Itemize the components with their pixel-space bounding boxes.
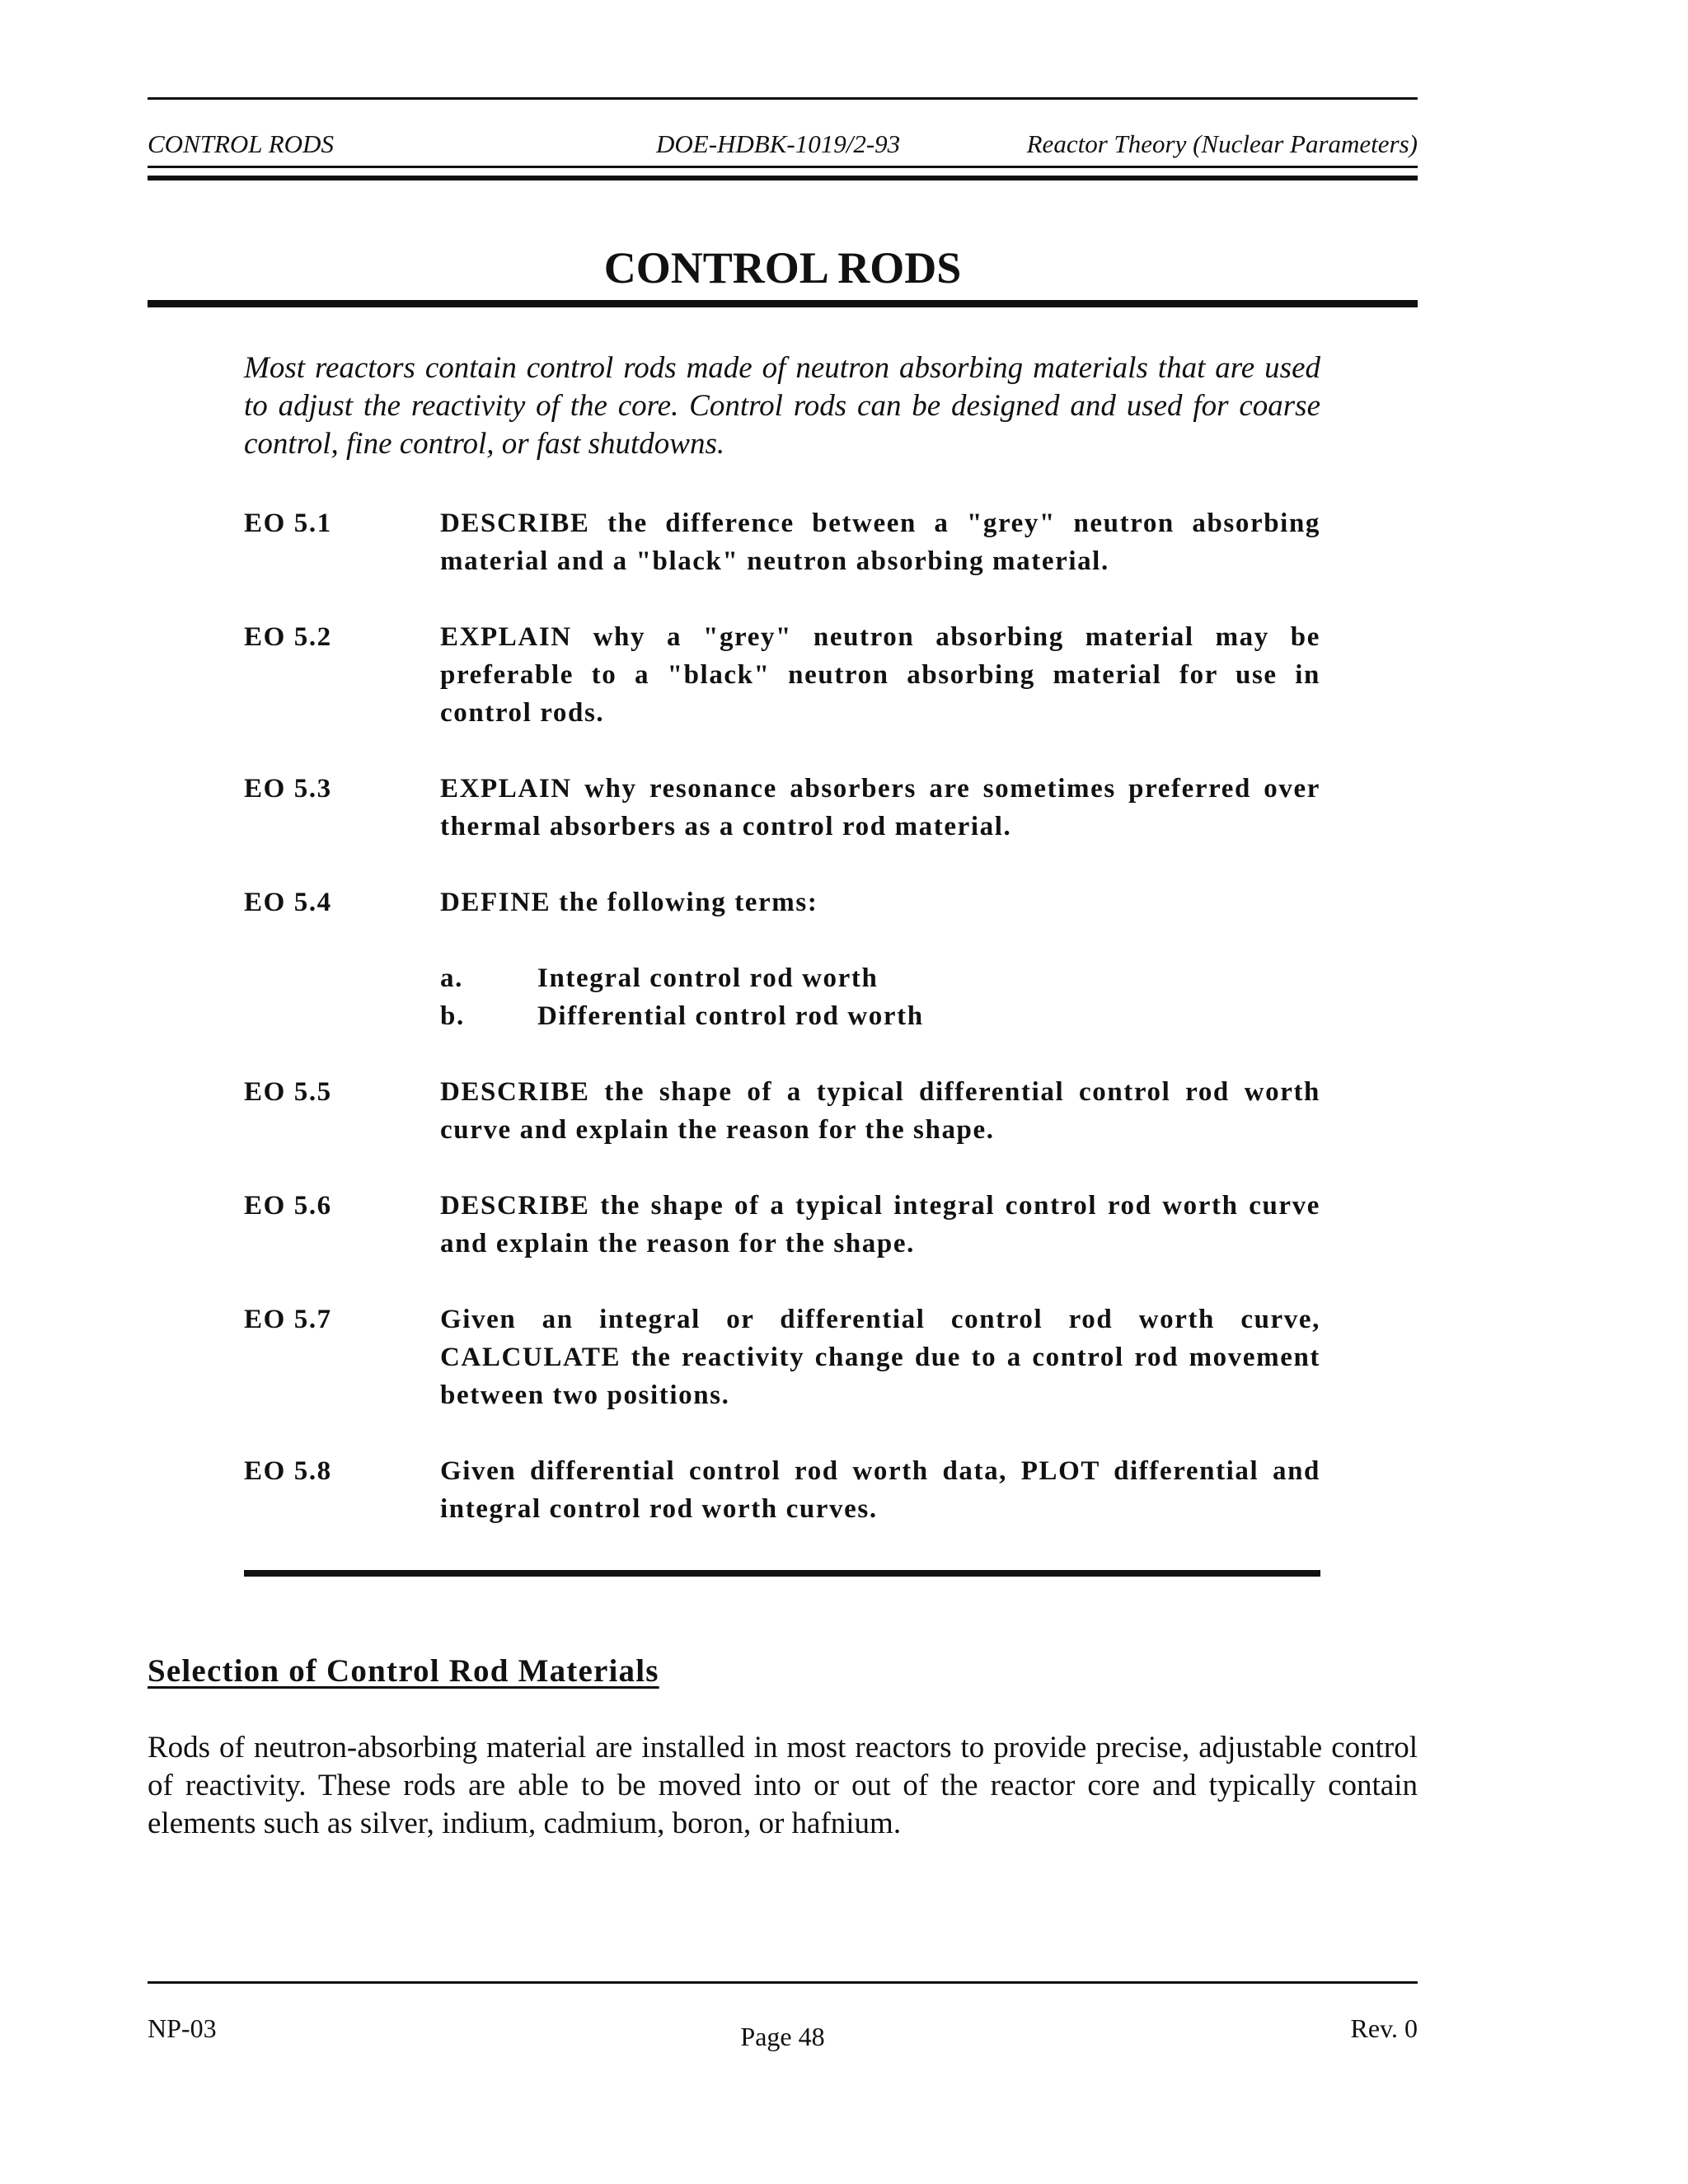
term-letter: b. <box>440 1001 465 1031</box>
objective-text: DESCRIBE the shape of a typical differential control rod worth curve and explain the reason for the shape. <box>440 1077 1320 1145</box>
objective-item <box>244 1073 1320 1149</box>
objective-text: Given differential control rod worth data, PLOT differential and integral control rod worth curves. <box>440 1456 1320 1524</box>
header-top-rule <box>148 97 1418 100</box>
header-module-title: Reactor Theory (Nuclear Parameters) <box>1026 129 1418 158</box>
objective-number: EO 5.2 <box>244 622 332 652</box>
objective-text: EXPLAIN why resonance absorbers are sometimes preferred over thermal absorbers as a control rod material. <box>440 774 1320 841</box>
footer-revision: Rev. 0 <box>1350 2013 1418 2043</box>
footer-module-code: NP-03 <box>148 2013 217 2043</box>
page-title: CONTROL RODS <box>603 243 962 293</box>
objective-number: EO 5.5 <box>244 1077 332 1107</box>
header-rule-thin <box>148 166 1418 168</box>
objectives-end-rule <box>244 1570 1320 1577</box>
objective-number: EO 5.8 <box>244 1456 332 1486</box>
objective-number: EO 5.3 <box>244 774 332 804</box>
term-item <box>440 959 1320 997</box>
section-paragraph: Rods of neutron-absorbing material are installed in most reactors to provide precise, adjustable control of reactivity. These rods are able to be moved into or out of the reactor core and typically contain elements such as silver, indium, cadmium, boron, or hafnium. <box>148 1731 1418 1840</box>
objective-number: EO 5.1 <box>244 509 332 538</box>
objective-text: DESCRIBE the shape of a typical integral control rod worth curve and explain the reason for the shape. <box>440 1191 1320 1258</box>
objective-item <box>244 770 1320 846</box>
objective-text: DESCRIBE the difference between a "grey" neutron absorbing material and a "black" neutron absorbing material. <box>440 509 1320 576</box>
footer-rule <box>148 1981 1418 1984</box>
title-rule <box>148 300 1418 307</box>
objective-text: DEFINE the following terms: <box>440 888 818 917</box>
intro-paragraph: Most reactors contain control rods made of neutron absorbing materials that are used to adjust the reactivity of the core. Control rods can be designed and used for coarse control, fine control, or fast shutdowns. <box>244 351 1320 461</box>
objective-item <box>244 1452 1320 1528</box>
objective-number: EO 5.6 <box>244 1191 332 1221</box>
header-rule-thick <box>148 176 1418 180</box>
objective-item <box>244 883 1320 1035</box>
term-text: Integral control rod worth <box>537 963 879 993</box>
term-letter: a. <box>440 963 463 993</box>
objective-text: EXPLAIN why a "grey" neutron absorbing material may be preferable to a "black" neutron absorbing material for use in control rods. <box>440 622 1320 728</box>
objective-item <box>244 1301 1320 1414</box>
header-chapter: CONTROL RODS <box>148 129 334 158</box>
objective-item <box>244 1187 1320 1263</box>
objective-number: EO 5.4 <box>244 888 332 917</box>
section-heading: Selection of Control Rod Materials <box>148 1653 659 1689</box>
objective-item <box>244 504 1320 580</box>
objective-item <box>244 618 1320 732</box>
header-doc-number: DOE-HDBK-1019/2-93 <box>656 129 901 158</box>
term-text: Differential control rod worth <box>537 1001 924 1031</box>
page-number: Page 48 <box>740 2022 825 2051</box>
terms-list <box>440 959 1320 1035</box>
running-header <box>148 124 1418 165</box>
term-item <box>440 997 1320 1035</box>
objective-text: Given an integral or differential control rod worth curve, CALCULATE the reactivity change due to a control rod movement between two positions. <box>440 1305 1320 1410</box>
objectives-list <box>244 504 1320 1566</box>
objective-number: EO 5.7 <box>244 1305 332 1334</box>
